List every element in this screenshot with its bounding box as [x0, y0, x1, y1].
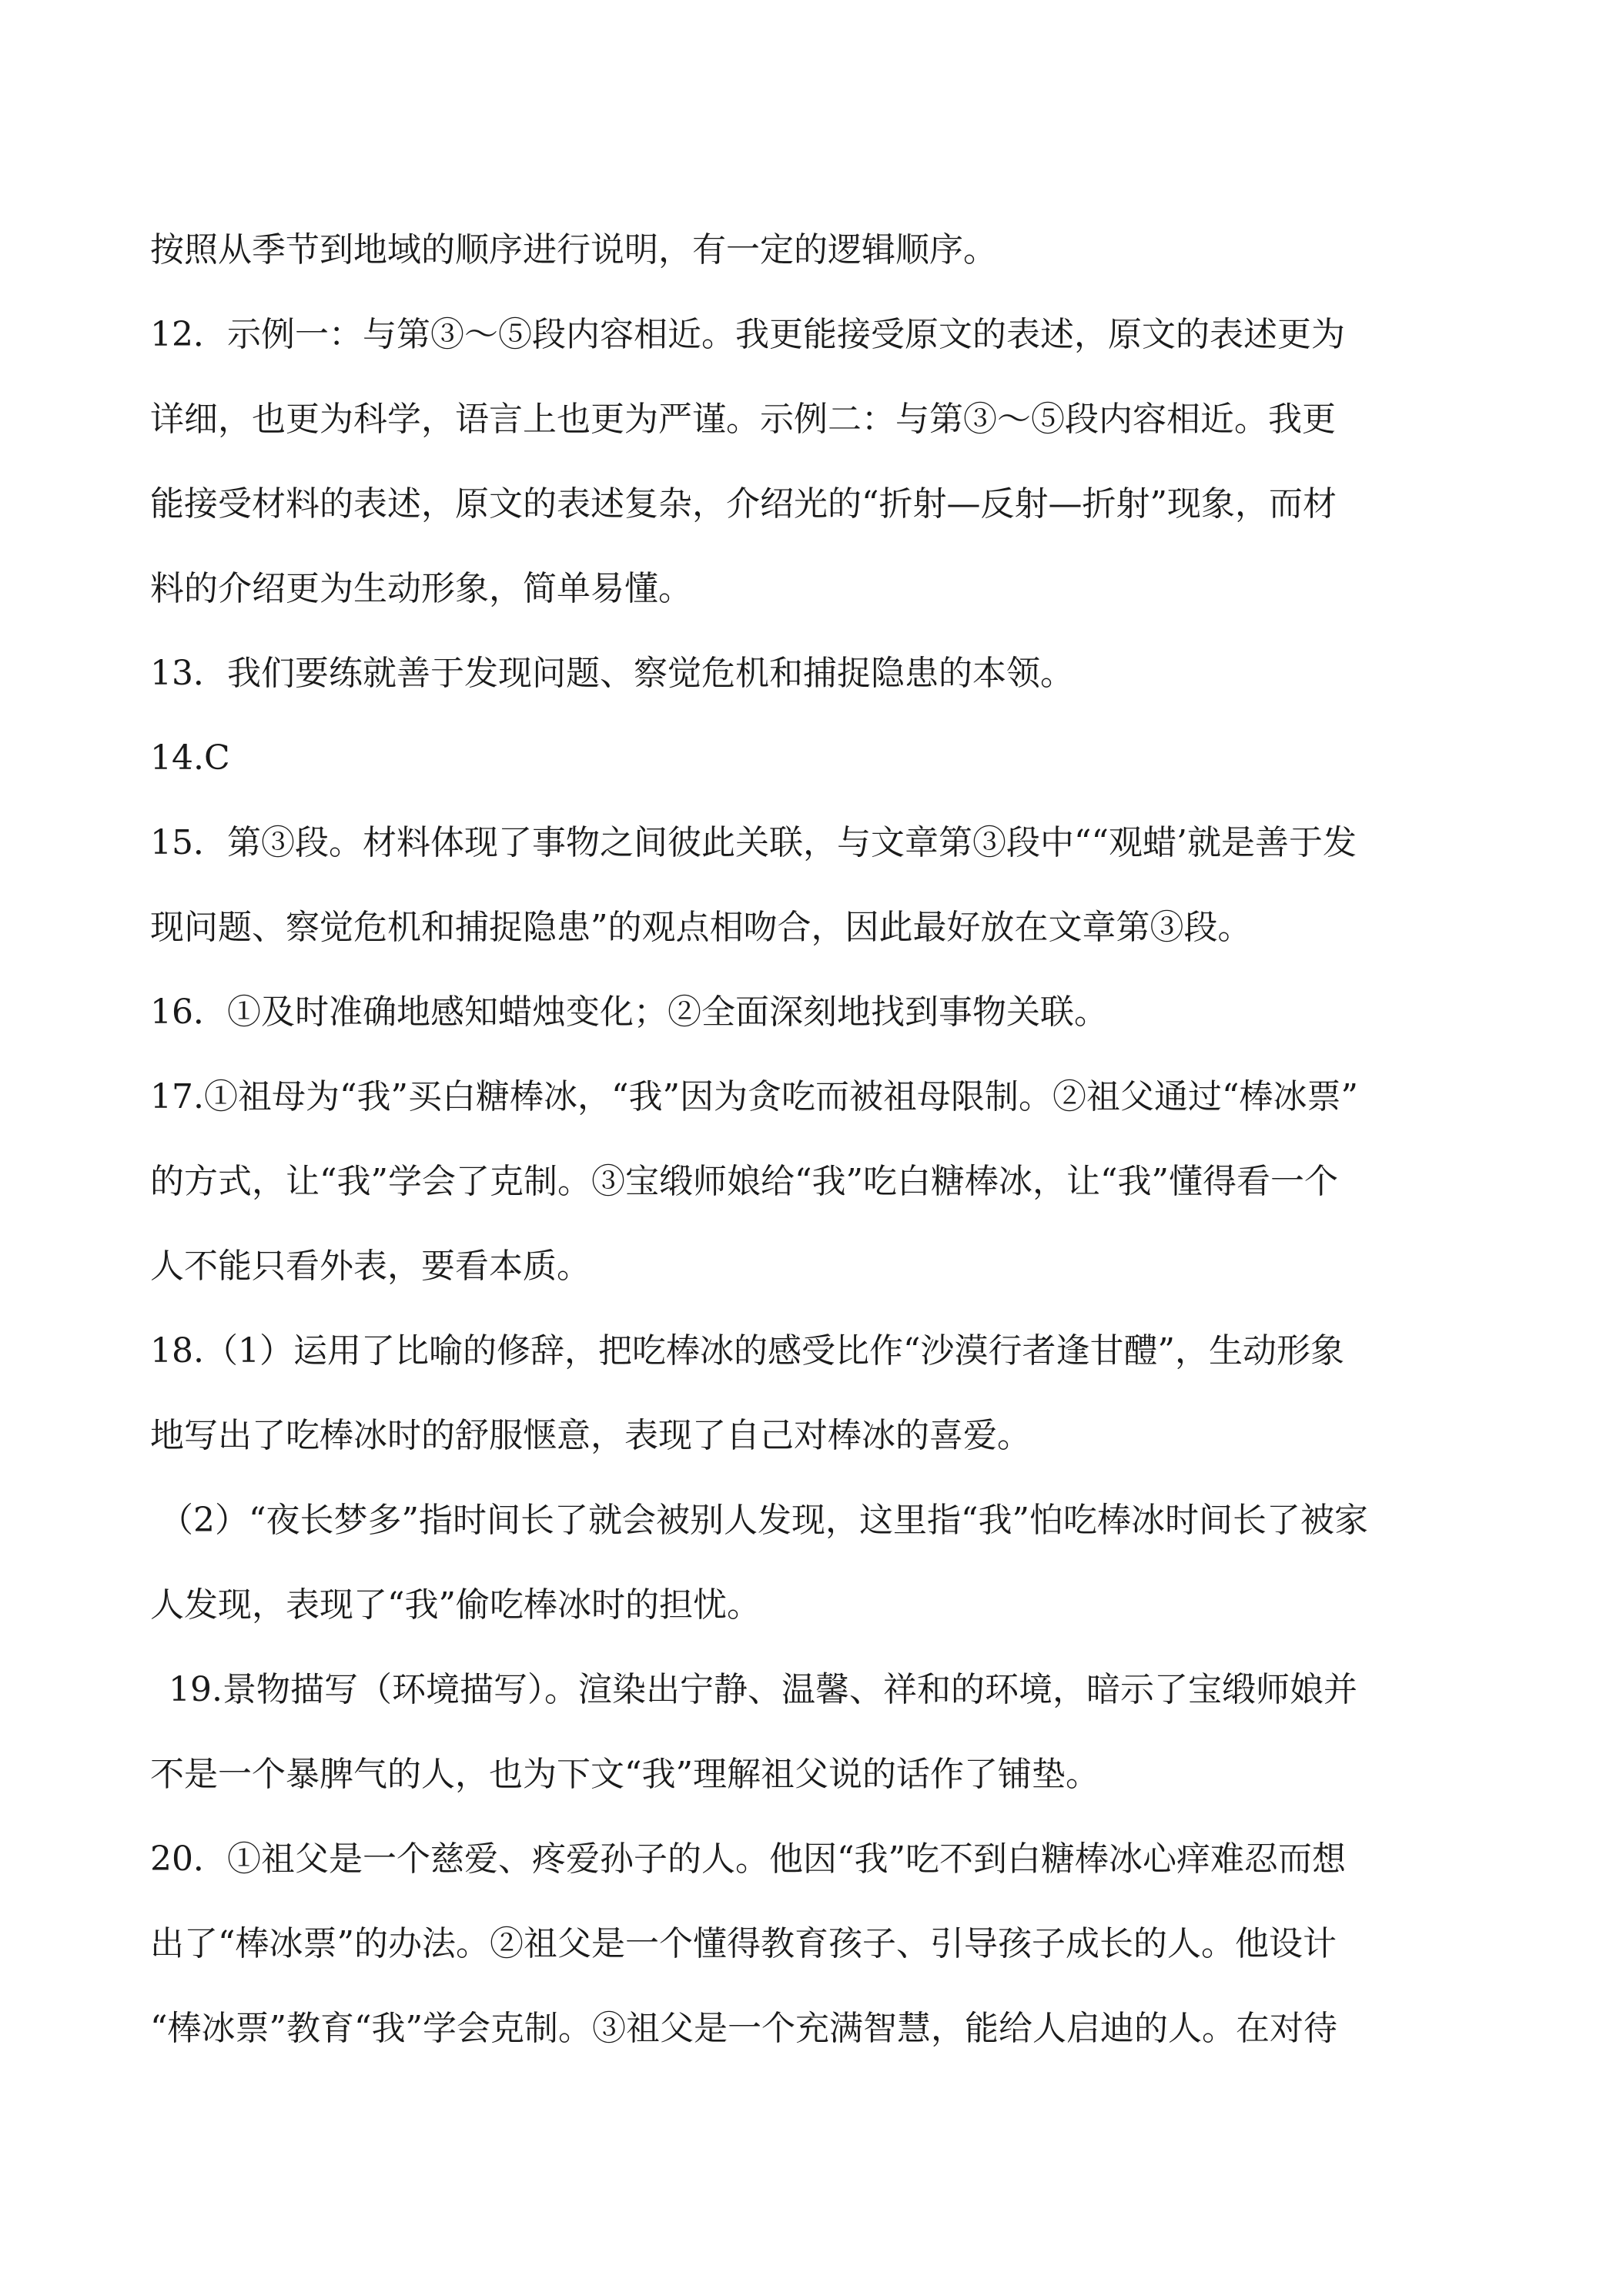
answer-16-line: 16．①及时准确地感知蜡烛变化；②全面深刻地找到事物关联。 [150, 992, 1108, 1032]
text-line: 出了“棒冰票”的办法。②祖父是一个懂得教育孩子、引导孩子成长的人。他设计 [150, 1924, 1337, 1963]
answer-19-line: 19.景物描写（环境描写）。渲染出宁静、温馨、祥和的环境，暗示了宝缎师娘并 [169, 1670, 1357, 1709]
text-line: 现问题、察觉危机和捕捉隐患”的观点相吻合，因此最好放在文章第③段。 [150, 908, 1252, 947]
text-line: 人发现，表现了“我”偷吃棒冰时的担忧。 [150, 1585, 761, 1625]
answer-18-part-2-line: （2）“夜长梦多”指时间长了就会被别人发现，这里指“我”怕吃棒冰时间长了被家 [159, 1501, 1368, 1540]
answer-14-line: 14.C [150, 738, 230, 778]
text-line: 不是一个暴脾气的人，也为下文“我”理解祖父说的话作了铺垫。 [150, 1755, 1099, 1794]
text-line: 地写出了吃棒冰时的舒服惬意，表现了自己对棒冰的喜爱。 [150, 1416, 1031, 1455]
answer-13-line: 13．我们要练就善于发现问题、察觉危机和捕捉隐患的本领。 [150, 654, 1074, 693]
answer-text-block [150, 208, 1474, 2071]
answer-18-line: 18.（1）运用了比喻的修辞，把吃棒冰的感受比作“沙漠行者逢甘醴”，生动形象 [150, 1331, 1344, 1371]
text-line: 的方式，让“我”学会了克制。③宝缎师娘给“我”吃白糖棒冰，让“我”懂得看一个 [150, 1162, 1338, 1201]
answer-20-line: 20．①祖父是一个慈爱、疼爱孙子的人。他因“我”吃不到白糖棒冰心痒难忍而想 [150, 1839, 1346, 1879]
text-line: 按照从季节到地域的顺序进行说明，有一定的逻辑顺序。 [150, 230, 997, 269]
answer-15-line: 15．第③段。材料体现了事物之间彼此关联，与文章第③段中““观蜡’就是善于发 [150, 823, 1357, 862]
answer-12-line: 12．示例一：与第③～⑤段内容相近。我更能接受原文的表述，原文的表述更为 [150, 315, 1345, 354]
text-line: 详细，也更为科学，语言上也更为严谨。示例二：与第③～⑤段内容相近。我更 [150, 400, 1336, 439]
answer-17-line: 17.①祖母为“我”买白糖棒冰，“我”因为贪吃而被祖母限制。②祖父通过“棒冰票” [150, 1077, 1358, 1116]
text-line: “棒冰票”教育“我”学会克制。③祖父是一个充满智慧，能给人启迪的人。在对待 [150, 2009, 1337, 2048]
text-line: 人不能只看外表，要看本质。 [150, 1247, 591, 1286]
text-line: 能接受材料的表述，原文的表述复杂，介绍光的“折射—反射—折射”现象，而材 [150, 484, 1337, 524]
text-line: 料的介绍更为生动形象，简单易懂。 [150, 569, 692, 608]
